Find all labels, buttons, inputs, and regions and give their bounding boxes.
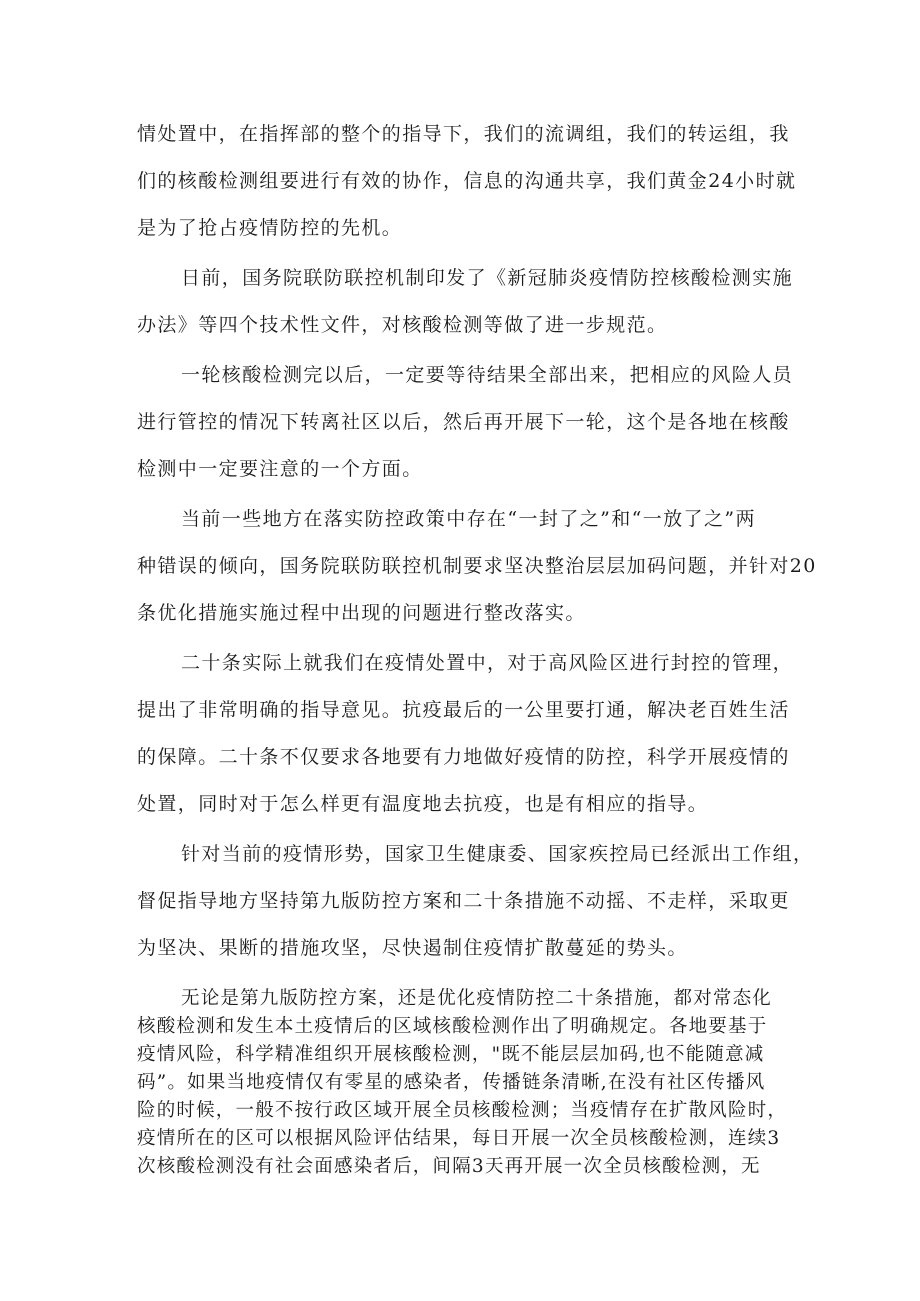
text-line: 办法》等四个技术性文件，对核酸检测等做了进一步规范。 [137, 314, 668, 336]
text-line: 是为了抢占疫情防控的先机。 [137, 217, 403, 239]
text-line: 码”。如果当地疫情仅有零星的感染者，传播链条清晰,在没有社区传播风 [137, 1072, 766, 1093]
text-line: 次核酸检测没有社会面感染者后，间隔3天再开展一次全员核酸检测，无 [137, 1156, 761, 1177]
text-line: 日前，国务院联防联控机制印发了《新冠肺炎疫情防控核酸检测实施 [181, 267, 794, 289]
text-line: 当前一些地方在落实防控政策中存在“一封了之”和“一放了之”两 [181, 508, 756, 530]
text-line: 为坚决、果断的措施攻坚，尽快遏制住疫情扩散蔓延的势头。 [137, 937, 688, 959]
text-line: 针对当前的疫情形势，国家卫生健康委、国家疾控局已经派出工作组， [181, 843, 814, 865]
text-line: 处置，同时对于怎么样更有温度地去抗疫，也是有相应的指导。 [137, 793, 709, 815]
text-line: 险的时候，一般不按行政区域开展全员核酸检测；当疫情存在扩散风险时， [137, 1100, 788, 1121]
text-line: 们的核酸检测组要进行有效的协作，信息的沟通共享，我们黄金24小时就 [137, 170, 797, 192]
text-line: 二十条实际上就我们在疫情处置中，对于高风险区进行封控的管理， [181, 652, 794, 674]
text-line: 条优化措施实施过程中出现的问题进行整改落实。 [137, 602, 586, 624]
text-line: 提出了非常明确的指导意见。抗疫最后的一公里要打通，解决老百姓生活 [137, 699, 790, 721]
text-line: 进行管控的情况下转离社区以后，然后再开展下一轮，这个是各地在核酸 [137, 411, 790, 433]
text-line: 疫情所在的区可以根据风险评估结果，每日开展一次全员核酸检测，连续3 [137, 1128, 781, 1149]
text-line: 情处置中，在指挥部的整个的指导下，我们的流调组，我们的转运组，我 [137, 123, 790, 145]
text-line: 核酸检测和发生本土疫情后的区域核酸检测作出了明确规定。各地要基于 [137, 1016, 768, 1037]
text-line: 无论是第九版防控方案，还是优化疫情防控二十条措施，都对常态化 [181, 988, 773, 1009]
text-line: 一轮核酸检测完以后，一定要等待结果全部出来，把相应的风险人员 [181, 364, 794, 386]
text-line: 种错误的倾向，国务院联防联控机制要求坚决整治层层加码问题，并针对20 [137, 555, 817, 577]
text-line: 检测中一定要注意的一个方面。 [137, 458, 423, 480]
text-line: 疫情风险，科学精准组织开展核酸检测，"既不能层层加码,也不能随意减 [137, 1044, 765, 1065]
text-line: 的保障。二十条不仅要求各地要有力地做好疫情的防控，科学开展疫情的 [137, 746, 790, 768]
text-line: 督促指导地方坚持第九版防控方案和二十条措施不动摇、不走样，采取更 [137, 890, 790, 912]
